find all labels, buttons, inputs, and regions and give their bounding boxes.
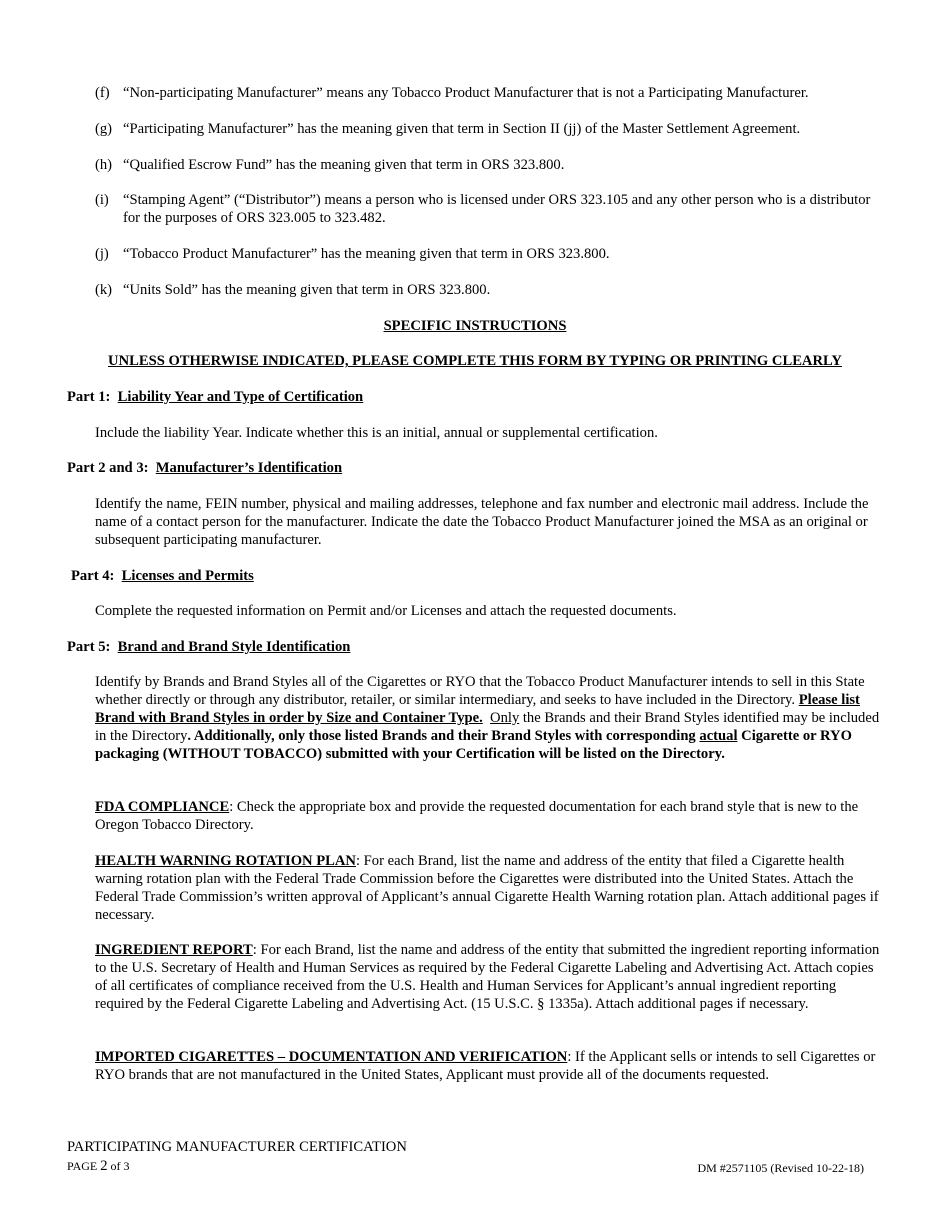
footer-document-id: DM #2571105 (Revised 10-22-18) bbox=[697, 1161, 864, 1175]
definition-k bbox=[95, 281, 885, 299]
fda-compliance-paragraph bbox=[95, 798, 885, 834]
health-warning-title: HEALTH WARNING ROTATION PLAN bbox=[95, 853, 356, 869]
definition-j bbox=[95, 245, 885, 263]
footer-page-number bbox=[67, 1157, 130, 1175]
part23-title: Manufacturer’s Identification bbox=[155, 460, 343, 476]
part4-prefix: Part 4: bbox=[71, 568, 115, 584]
unless-otherwise-heading: UNLESS OTHERWISE INDICATED, PLEASE COMPLETE THIS FORM BY TYPING OR PRINTING CLEARLY bbox=[108, 353, 842, 369]
definition-label: (i) bbox=[95, 192, 109, 208]
fda-compliance-title: FDA COMPLIANCE bbox=[95, 799, 230, 815]
definition-h bbox=[95, 156, 885, 174]
footer-page-current: 2 bbox=[100, 1158, 108, 1174]
part23-body: Identify the name, FEIN number, physical and mailing addresses, telephone and fax number and electronic mail address. Include the name of a contact person for the manufacturer. Indicate the date the Tobacco Product Manufacturer joined the MSA as an original or subsequent participating manufacturer. bbox=[95, 496, 869, 548]
part5-brand-paragraph bbox=[95, 673, 885, 763]
part23-prefix: Part 2 and 3: bbox=[67, 460, 149, 476]
only-text: Only bbox=[490, 710, 520, 726]
definition-text: “Stamping Agent” (“Distributor”) means a person who is licensed under ORS 323.105 and any other person who is a distributor for the purposes of ORS 323.005 to 323.482. bbox=[123, 192, 871, 226]
definition-text: “Non-participating Manufacturer” means any Tobacco Product Manufacturer that is not a Participating Manufacturer. bbox=[123, 85, 809, 101]
health-warning-paragraph bbox=[95, 852, 885, 924]
brand-packaging-text: Cigarette or RYO packaging (WITHOUT TOBACCO) submitted with your Certification will be listed on the Directory. bbox=[95, 728, 852, 762]
imported-cigarettes-paragraph bbox=[95, 1048, 885, 1084]
imported-cigarettes-body: : If the Applicant sells or intends to sell Cigarettes or RYO brands that are not manufactured in the United States, Applicant must provide all of the documents requested. bbox=[95, 1049, 876, 1083]
definition-text: “Tobacco Product Manufacturer” has the meaning given that term in ORS 323.800. bbox=[123, 246, 610, 262]
part4-body: Complete the requested information on Permit and/or Licenses and attach the requested documents. bbox=[95, 603, 677, 619]
definition-label: (f) bbox=[95, 85, 110, 101]
ingredient-report-body: : For each Brand, list the name and address of the entity that submitted the ingredient reporting information to the U.S. Secretary of Health and Human Services as required by the Federal Cigarette Labeling and Advertising Act. Attach copies of all certificates of compliance received from the U.S. Health and Human Services for Applicant’s annual ingredient reporting required by the Federal Cigarette Labeling and Advertising Act. (15 U.S.C. § 1335a). Attach additional pages if necessary. bbox=[95, 942, 880, 1012]
definition-label: (j) bbox=[95, 246, 109, 262]
brand-period: . bbox=[187, 728, 192, 744]
definition-f bbox=[95, 84, 885, 102]
fda-compliance-body: : Check the appropriate box and provide the requested documentation for each brand style that is new to the Oregon Tobacco Directory. bbox=[95, 799, 859, 833]
part4-heading bbox=[71, 567, 254, 585]
actual-text: actual bbox=[699, 728, 738, 744]
part1-body: Include the liability Year. Indicate whether this is an initial, annual or supplemental certification. bbox=[95, 425, 658, 441]
definition-i bbox=[95, 191, 885, 227]
brand-list-instruction: Please list Brand with Brand Styles in order by Size and Container Type. bbox=[95, 692, 860, 726]
brand-mid-text: the Brands and their Brand Styles identified may be included in the Directory bbox=[95, 710, 880, 744]
specific-instructions-heading: SPECIFIC INSTRUCTIONS bbox=[383, 318, 567, 334]
definition-text: “Units Sold” has the meaning given that term in ORS 323.800. bbox=[123, 282, 491, 298]
imported-cigarettes-title: IMPORTED CIGARETTES – DOCUMENTATION AND VERIFICATION bbox=[95, 1049, 568, 1065]
part5-title: Brand and Brand Style Identification bbox=[117, 639, 351, 655]
ingredient-report-title: INGREDIENT REPORT bbox=[95, 942, 253, 958]
definition-text: “Participating Manufacturer” has the meaning given that term in Section II (jj) of the Master Settlement Agreement. bbox=[123, 121, 801, 137]
part4-title: Licenses and Permits bbox=[121, 568, 254, 584]
part1-prefix: Part 1: bbox=[67, 389, 111, 405]
footer-page-suffix: of 3 bbox=[107, 1159, 130, 1173]
part5-prefix: Part 5: bbox=[67, 639, 111, 655]
ingredient-report-paragraph bbox=[95, 941, 885, 1013]
part23-heading bbox=[67, 459, 342, 477]
health-warning-body: : For each Brand, list the name and address of the entity that filed a Cigarette health warning rotation plan with the Federal Trade Commission before the Cigarettes were distributed into the United States. Attach the Federal Trade Commission’s written approval of Applicant’s annual Cigarette Health Warning rotation plan. Attach additional pages if necessary. bbox=[95, 853, 879, 923]
definition-label: (h) bbox=[95, 157, 113, 173]
definition-g bbox=[95, 120, 885, 138]
definition-label: (g) bbox=[95, 121, 113, 137]
part5-heading bbox=[67, 638, 350, 656]
footer-form-title: PARTICIPATING MANUFACTURER CERTIFICATION bbox=[67, 1139, 407, 1155]
brand-additional-text: Additionally, only those listed Brands and their Brand Styles with corresponding bbox=[191, 728, 700, 744]
brand-intro-text: Identify by Brands and Brand Styles all of the Cigarettes or RYO that the Tobacco Product Manufacturer intends to sell in this State whether directly or through any distributor, retailer, or similar intermediary, and seeks to have included in the Directory. bbox=[95, 674, 865, 708]
part1-heading bbox=[67, 388, 363, 406]
definition-text: “Qualified Escrow Fund” has the meaning given that term in ORS 323.800. bbox=[123, 157, 565, 173]
footer-page-prefix: PAGE bbox=[67, 1159, 101, 1173]
definition-label: (k) bbox=[95, 282, 113, 298]
part1-title: Liability Year and Type of Certification bbox=[117, 389, 364, 405]
